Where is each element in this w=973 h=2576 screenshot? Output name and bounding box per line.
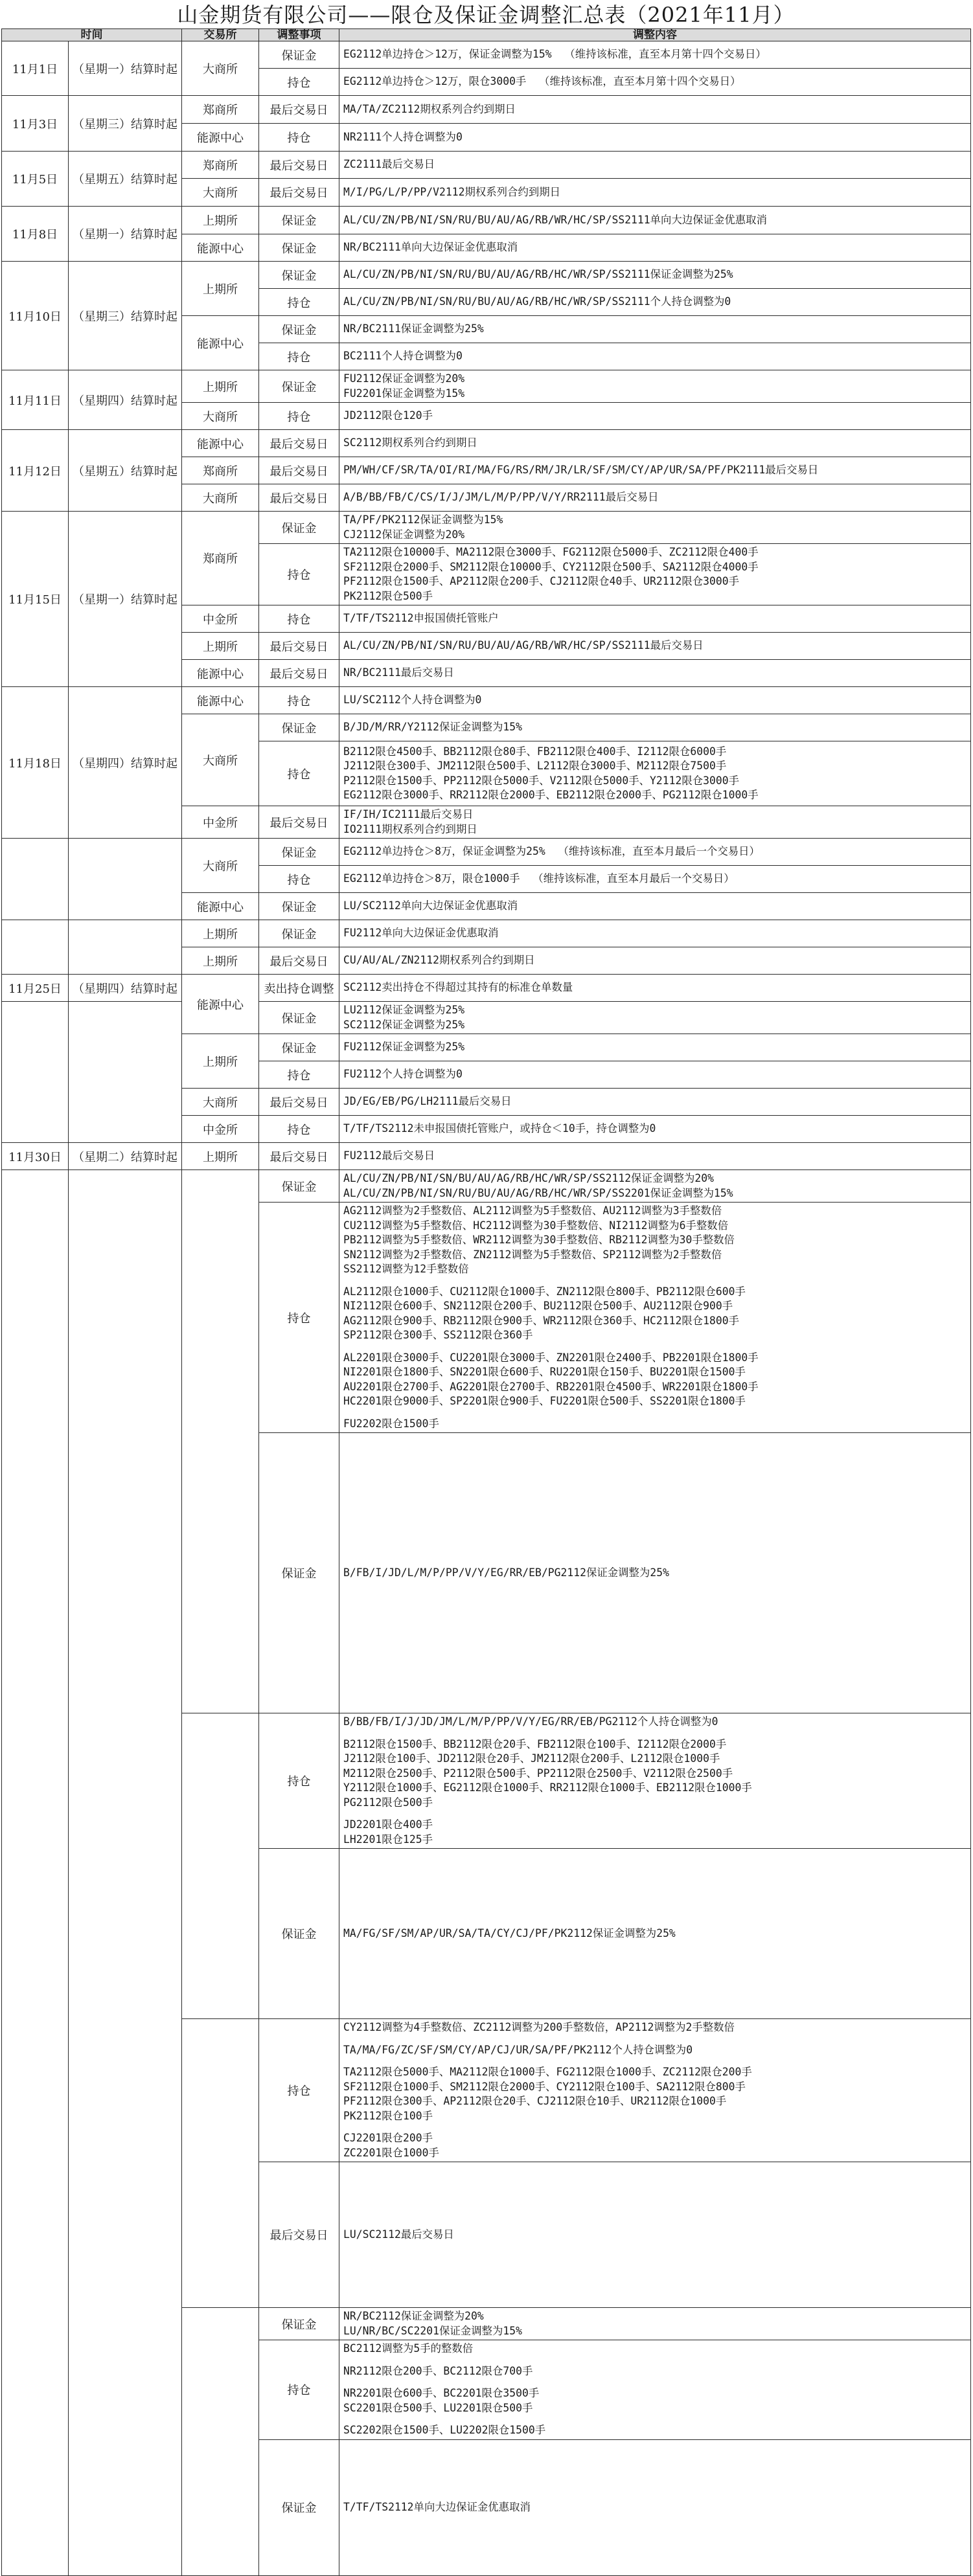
adjust-content-cell	[339, 2340, 971, 2440]
table-row	[2, 207, 971, 234]
table-row	[2, 1143, 971, 1170]
weekday-cell: （星期一）结算时起	[69, 207, 182, 262]
adjust-type-cell: 持仓	[259, 343, 339, 370]
exchange-cell: 上期所	[182, 1143, 259, 1170]
table-row	[2, 975, 971, 1002]
date-cell: 11月25日	[2, 975, 69, 1002]
adjust-content-cell	[339, 920, 971, 947]
adjust-content-cell	[339, 457, 971, 484]
adjust-content-cell	[339, 1170, 971, 1203]
content-line: ZC2111最后交易日	[343, 158, 435, 171]
content-line: BC2112调整为5手的整数倍	[343, 2342, 474, 2355]
adjust-type-cell: 保证金	[259, 839, 339, 866]
content-line: PK2112限仓100手	[343, 2109, 433, 2122]
adjust-type-cell: 持仓	[259, 1061, 339, 1089]
weekday-cell	[69, 920, 182, 975]
date-cell: 11月30日	[2, 1143, 69, 1170]
content-line: LU/NR/BC/SC2201保证金调整为15%	[343, 2324, 522, 2337]
content-line	[343, 1409, 967, 1417]
exchange-cell: 能源中心	[182, 430, 259, 457]
weekday-cell: （星期二）结算时起	[69, 1143, 182, 1170]
adjust-content-cell	[339, 484, 971, 512]
adjust-type-cell: 持仓	[259, 1116, 339, 1143]
date-cell	[2, 920, 69, 975]
content-line	[343, 2123, 967, 2131]
content-line	[343, 1810, 967, 1818]
adjust-content-cell	[339, 2162, 971, 2308]
exchange-cell: 上期所	[182, 1034, 259, 1089]
content-line: SF2112限仓2000手、SM2112限仓10000手、CY2112限仓500手、SA2112限仓4000手	[343, 560, 759, 573]
content-line: CU2112调整为5手整数倍、HC2112调整为30手整数倍、NI2112调整为6手整数倍	[343, 1219, 729, 1232]
adjust-type-cell: 持仓	[259, 403, 339, 430]
content-line	[343, 2057, 967, 2065]
adjust-type-cell: 最后交易日	[259, 660, 339, 687]
adjust-content-cell	[339, 1089, 971, 1116]
adjust-content-cell	[339, 179, 971, 207]
content-line: EG2112单边持仓＞12万，保证金调整为15% （维持该标准，直至本月第十四个交易日）	[343, 48, 766, 61]
weekday-cell: （星期四）结算时起	[69, 370, 182, 430]
exchange-cell: 上期所	[182, 633, 259, 660]
content-line: NR2112限仓200手、BC2112限仓700手	[343, 2364, 533, 2377]
exchange-cell: 能源中心	[182, 893, 259, 920]
content-line: B2112限仓4500手、BB2112限仓80手、FB2112限仓400手、I2112限仓6000手	[343, 745, 727, 758]
adjust-content-cell	[339, 605, 971, 633]
adjust-content-cell	[339, 343, 971, 370]
adjust-type-cell: 持仓	[259, 124, 339, 152]
date-cell: 11月8日	[2, 207, 69, 262]
adjust-type-cell: 保证金	[259, 512, 339, 544]
adjust-type-cell: 保证金	[259, 2439, 339, 2575]
exchange-cell: 郑商所	[182, 152, 259, 179]
adjust-content-cell	[339, 1203, 971, 1433]
content-line: AL/CU/ZN/PB/NI/SN/RU/BU/AU/AG/RB/WR/HC/SP/SS2111最后交易日	[343, 639, 704, 652]
adjust-content-cell	[339, 152, 971, 179]
summary-sheet	[1, 0, 970, 2576]
exchange-cell: 中金所	[182, 1116, 259, 1143]
table-row	[2, 1170, 971, 1203]
date-cell	[2, 839, 69, 920]
weekday-cell: （星期三）结算时起	[69, 262, 182, 370]
adjust-type-cell: 持仓	[259, 741, 339, 806]
weekday-cell	[69, 1170, 182, 2576]
weekday-cell: （星期四）结算时起	[69, 687, 182, 839]
content-line: AL/CU/ZN/PB/NI/SN/RU/BU/AU/AG/RB/WR/HC/SP/SS2111单向大边保证金优惠取消	[343, 213, 767, 226]
content-line: SC2112期权系列合约到期日	[343, 436, 477, 449]
adjust-content-cell	[339, 2019, 971, 2162]
table-row	[2, 920, 971, 947]
content-line: MA/TA/ZC2112期权系列合约到期日	[343, 102, 516, 115]
weekday-cell	[69, 1002, 182, 1143]
weekday-cell: （星期三）结算时起	[69, 96, 182, 152]
adjust-content-cell	[339, 1002, 971, 1034]
content-line: NR/BC2112保证金调整为20%	[343, 2310, 484, 2322]
exchange-cell: 上期所	[182, 920, 259, 947]
date-cell: 11月15日	[2, 512, 69, 687]
adjust-content-cell	[339, 806, 971, 839]
exchange-cell: 能源中心	[182, 316, 259, 370]
content-line: T/TF/TS2112单向大边保证金优惠取消	[343, 2500, 531, 2513]
adjust-content-cell	[339, 41, 971, 69]
exchange-cell	[182, 2019, 259, 2308]
adjust-type-cell: 最后交易日	[259, 152, 339, 179]
content-line: B/JD/M/RR/Y2112保证金调整为15%	[343, 721, 522, 734]
date-cell: 11月12日	[2, 430, 69, 512]
adjust-content-cell	[339, 96, 971, 124]
content-line: TA2112限仓10000手、MA2112限仓3000手、FG2112限仓5000手、ZC2112限仓400手	[343, 546, 759, 558]
content-line	[343, 1343, 967, 1351]
content-line: EG2112单边持仓＞8万，保证金调整为25% （维持该标准，直至本月最后一个交易日）	[343, 845, 760, 858]
adjust-type-cell: 保证金	[259, 2308, 339, 2340]
exchange-cell: 上期所	[182, 207, 259, 234]
adjust-type-cell: 保证金	[259, 1002, 339, 1034]
exchange-cell: 大商所	[182, 714, 259, 806]
adjust-content-cell	[339, 633, 971, 660]
adjust-type-cell: 持仓	[259, 2340, 339, 2440]
adjust-content-cell	[339, 234, 971, 262]
date-cell: 11月10日	[2, 262, 69, 370]
adjust-type-cell: 最后交易日	[259, 1089, 339, 1116]
adjust-content-cell	[339, 866, 971, 893]
adjust-content-cell	[339, 2439, 971, 2575]
table-header-row	[2, 29, 971, 41]
adjust-content-cell	[339, 1849, 971, 2019]
adjust-type-cell: 最后交易日	[259, 430, 339, 457]
exchange-cell: 大商所	[182, 179, 259, 207]
content-line: FU2112个人持仓调整为0	[343, 1068, 463, 1081]
exchange-cell: 能源中心	[182, 975, 259, 1034]
adjust-type-cell: 最后交易日	[259, 179, 339, 207]
exchange-cell	[182, 1170, 259, 1713]
adjust-content-cell	[339, 741, 971, 806]
content-line: TA/PF/PK2112保证金调整为15%	[343, 514, 503, 526]
content-line: MA/FG/SF/SM/AP/UR/SA/TA/CY/CJ/PF/PK2112保证金调整为25%	[343, 1926, 676, 1939]
content-line	[343, 2035, 967, 2043]
content-line: NR/BC2111保证金调整为25%	[343, 322, 484, 335]
content-line: B/BB/FB/I/J/JD/JM/L/M/P/PP/V/Y/EG/RR/EB/PG2112个人持仓调整为0	[343, 1715, 718, 1728]
adjust-content-cell	[339, 544, 971, 605]
exchange-cell	[182, 2308, 259, 2576]
adjust-type-cell: 保证金	[259, 1849, 339, 2019]
adjust-type-cell: 持仓	[259, 544, 339, 605]
adjust-content-cell	[339, 1034, 971, 1061]
content-line: TA2112限仓5000手、MA2112限仓1000手、FG2112限仓1000手、ZC2112限仓200手	[343, 2066, 752, 2078]
exchange-cell: 上期所	[182, 262, 259, 316]
adjust-type-cell: 保证金	[259, 893, 339, 920]
table-row	[2, 430, 971, 457]
table-body	[2, 41, 971, 2576]
table-row	[2, 152, 971, 179]
content-line: CJ2112保证金调整为20%	[343, 528, 465, 541]
content-line: BC2111个人持仓调整为0	[343, 350, 463, 363]
content-line: FU2202限仓1500手	[343, 1417, 439, 1430]
exchange-cell: 能源中心	[182, 124, 259, 152]
adjust-content-cell	[339, 660, 971, 687]
adjust-type-cell: 持仓	[259, 1713, 339, 1849]
content-line: LH2201限仓125手	[343, 1833, 433, 1846]
date-cell: 11月3日	[2, 96, 69, 152]
adjust-content-cell	[339, 687, 971, 714]
table-row	[2, 1002, 971, 1034]
header-adjust-content: 调整内容	[339, 29, 971, 41]
header-adjust-item: 调整事项	[259, 29, 339, 41]
content-line: Y2112限仓1000手、EG2112限仓1000手、RR2112限仓1000手、EB2112限仓1000手	[343, 1781, 752, 1794]
date-cell	[2, 1002, 69, 1143]
adjust-content-cell	[339, 839, 971, 866]
adjust-type-cell: 保证金	[259, 207, 339, 234]
exchange-cell: 能源中心	[182, 234, 259, 262]
adjust-type-cell: 保证金	[259, 1034, 339, 1061]
exchange-cell: 能源中心	[182, 687, 259, 714]
content-line: PF2112限仓1500手、AP2112限仓200手、CJ2112限仓40手、UR2112限仓3000手	[343, 575, 739, 587]
content-line: NR2111个人持仓调整为0	[343, 130, 463, 143]
adjust-type-cell: 保证金	[259, 316, 339, 343]
adjust-content-cell	[339, 430, 971, 457]
content-line: J2112限仓100手、JD2112限仓20手、JM2112限仓200手、L2112限仓1000手	[343, 1752, 720, 1765]
adjust-type-cell: 持仓	[259, 289, 339, 316]
content-line	[343, 2356, 967, 2364]
adjust-content-cell	[339, 975, 971, 1002]
adjust-type-cell: 保证金	[259, 370, 339, 403]
content-line: SC2201限仓500手、LU2201限仓500手	[343, 2401, 533, 2414]
adjust-content-cell	[339, 370, 971, 403]
adjust-content-cell	[339, 316, 971, 343]
content-line	[343, 1277, 967, 1285]
content-line: PK2112限仓500手	[343, 589, 433, 602]
exchange-cell: 大商所	[182, 839, 259, 893]
content-line: NI2201限仓1800手、SN2201限仓600手、RU2201限仓150手、BU2201限仓1500手	[343, 1366, 746, 1378]
header-time: 时间	[2, 29, 182, 41]
content-line: NR2201限仓600手、BC2201限仓3500手	[343, 2387, 540, 2399]
content-line: LU/SC2112单向大边保证金优惠取消	[343, 899, 518, 912]
adjust-content-cell	[339, 262, 971, 289]
adjust-type-cell: 最后交易日	[259, 633, 339, 660]
content-line: TA/MA/FG/ZC/SF/SM/CY/AP/CJ/UR/SA/PF/PK2112个人持仓调整为0	[343, 2043, 693, 2056]
adjust-content-cell	[339, 893, 971, 920]
adjust-content-cell	[339, 1143, 971, 1170]
adjust-content-cell	[339, 947, 971, 975]
weekday-cell: （星期一）结算时起	[69, 512, 182, 687]
content-line: CU/AU/AL/ZN2112期权系列合约到期日	[343, 954, 535, 967]
adjust-type-cell: 最后交易日	[259, 457, 339, 484]
content-line: AG2112调整为2手整数倍、AL2112调整为5手整数倍、AU2112调整为3手整数倍	[343, 1204, 722, 1217]
exchange-cell	[182, 1713, 259, 2019]
adjustment-table	[1, 28, 971, 2576]
content-line: NI2112限仓600手、SN2112限仓200手、BU2112限仓500手、AU2112限仓900手	[343, 1300, 733, 1312]
adjust-type-cell: 最后交易日	[259, 1143, 339, 1170]
adjust-type-cell: 最后交易日	[259, 806, 339, 839]
exchange-cell: 大商所	[182, 403, 259, 430]
adjust-content-cell	[339, 124, 971, 152]
content-line: A/B/BB/FB/C/CS/I/J/JM/L/M/P/PP/V/Y/RR2111最后交易日	[343, 491, 659, 504]
weekday-cell: （星期四）结算时起	[69, 975, 182, 1002]
table-row	[2, 370, 971, 403]
content-line: JD2112限仓120手	[343, 409, 433, 422]
adjust-type-cell: 保证金	[259, 262, 339, 289]
adjust-content-cell	[339, 1061, 971, 1089]
table-row	[2, 96, 971, 124]
exchange-cell: 能源中心	[182, 660, 259, 687]
date-cell: 11月11日	[2, 370, 69, 430]
date-cell	[2, 1170, 69, 2576]
content-line: AL/CU/ZN/PB/NI/SN/BU/AU/AG/RB/HC/WR/SP/SS2112保证金调整为20%	[343, 1172, 715, 1184]
content-line: IO2111期权系列合约到期日	[343, 822, 477, 835]
content-line: NR/BC2111单向大边保证金优惠取消	[343, 241, 518, 254]
content-line: AL/CU/ZN/PB/NI/SN/RU/BU/AU/AG/RB/HC/WR/SP/SS2201保证金调整为15%	[343, 1186, 733, 1199]
date-cell: 11月1日	[2, 41, 69, 96]
adjust-content-cell	[339, 403, 971, 430]
content-line: PM/WH/CF/SR/TA/OI/RI/MA/FG/RS/RM/JR/LR/SF/SM/CY/AP/UR/SA/PF/PK2111最后交易日	[343, 464, 819, 477]
content-line: AL/CU/ZN/PB/NI/SN/RU/BU/AU/AG/RB/HC/WR/SP/SS2111保证金调整为25%	[343, 268, 733, 281]
adjust-type-cell: 最后交易日	[259, 96, 339, 124]
content-line: AL2112限仓1000手、CU2112限仓1000手、ZN2112限仓800手、PB2112限仓600手	[343, 1285, 746, 1298]
content-line: SC2112保证金调整为25%	[343, 1018, 465, 1031]
page-title: 山金期货有限公司——限仓及保证金调整汇总表（2021年11月）	[177, 3, 795, 27]
adjust-content-cell	[339, 1116, 971, 1143]
content-line: FU2201保证金调整为15%	[343, 387, 465, 400]
content-line: FU2112最后交易日	[343, 1149, 435, 1162]
content-line: T/TF/TS2112申报国债托管账户	[343, 612, 499, 625]
content-line: FU2112保证金调整为25%	[343, 1041, 465, 1054]
content-line: SC2202限仓1500手、LU2202限仓1500手	[343, 2424, 546, 2436]
adjust-type-cell: 保证金	[259, 714, 339, 741]
content-line: P2112限仓1500手、PP2112限仓5000手、V2112限仓5000手、Y2112限仓3000手	[343, 774, 739, 787]
adjust-content-cell	[339, 289, 971, 316]
content-line: SP2112限仓300手、SS2112限仓360手	[343, 1329, 533, 1341]
content-line: PB2112调整为5手整数倍、WR2112调整为30手整数倍、RB2112调整为30手整数倍	[343, 1234, 735, 1246]
content-line: SC2112卖出持仓不得超过其持有的标准仓单数量	[343, 981, 573, 994]
content-line: NR/BC2111最后交易日	[343, 666, 454, 679]
exchange-cell: 上期所	[182, 947, 259, 975]
weekday-cell: （星期一）结算时起	[69, 41, 182, 96]
table-row	[2, 839, 971, 866]
content-line: M2112限仓2500手、P2112限仓500手、PP2112限仓2500手、V2112限仓2500手	[343, 1767, 733, 1779]
weekday-cell	[69, 839, 182, 920]
exchange-cell: 大商所	[182, 41, 259, 96]
exchange-cell: 上期所	[182, 370, 259, 403]
adjust-type-cell: 卖出持仓调整	[259, 975, 339, 1002]
adjust-type-cell: 最后交易日	[259, 484, 339, 512]
content-line: AG2112限仓900手、RB2112限仓900手、WR2112限仓360手、HC2112限仓1800手	[343, 1314, 739, 1327]
exchange-cell: 大商所	[182, 484, 259, 512]
adjust-type-cell: 保证金	[259, 920, 339, 947]
adjust-type-cell: 持仓	[259, 687, 339, 714]
content-line: LU/SC2112最后交易日	[343, 2228, 454, 2241]
adjust-type-cell: 最后交易日	[259, 947, 339, 975]
table-row	[2, 262, 971, 289]
content-line: PF2112限仓300手、AP2112限仓20手、CJ2112限仓10手、UR2112限仓1000手	[343, 2095, 727, 2107]
adjust-type-cell: 持仓	[259, 2019, 339, 2162]
exchange-cell: 郑商所	[182, 96, 259, 124]
content-line: EG2112单边持仓＞8万，限仓1000手 （维持该标准，直至本月最后一个交易日）	[343, 872, 735, 885]
exchange-cell: 郑商所	[182, 457, 259, 484]
adjust-content-cell	[339, 69, 971, 96]
content-line	[343, 2378, 967, 2386]
adjust-content-cell	[339, 512, 971, 544]
content-line: ZC2201限仓1000手	[343, 2146, 439, 2159]
exchange-cell: 大商所	[182, 1089, 259, 1116]
content-line: PG2112限仓500手	[343, 1796, 433, 1809]
exchange-cell: 郑商所	[182, 512, 259, 605]
content-line: SS2112调整为12手整数倍	[343, 1263, 469, 1275]
content-line: EG2112限仓3000手、RR2112限仓2000手、EB2112限仓2000手、PG2112限仓1000手	[343, 789, 759, 801]
weekday-cell: （星期五）结算时起	[69, 430, 182, 512]
content-line: JD/EG/EB/PG/LH2111最后交易日	[343, 1095, 512, 1108]
adjust-type-cell: 最后交易日	[259, 2162, 339, 2308]
adjust-type-cell: 保证金	[259, 1170, 339, 1203]
table-row	[2, 512, 971, 544]
adjust-content-cell	[339, 207, 971, 234]
content-line	[343, 1730, 967, 1737]
date-cell: 11月18日	[2, 687, 69, 839]
exchange-cell: 中金所	[182, 605, 259, 633]
date-cell: 11月5日	[2, 152, 69, 207]
content-line	[343, 2415, 967, 2423]
content-line: T/TF/TS2112未申报国债托管账户，或持仓＜10手，持仓调整为0	[343, 1122, 656, 1135]
content-line: EG2112单边持仓＞12万，限仓3000手 （维持该标准，直至本月第十四个交易日）	[343, 75, 741, 88]
content-line: FU2112单向大边保证金优惠取消	[343, 927, 499, 940]
content-line: AU2201限仓2700手、AG2201限仓2700手、RB2201限仓4500手、WR2201限仓1800手	[343, 1380, 759, 1393]
adjust-type-cell: 持仓	[259, 1203, 339, 1433]
adjust-type-cell: 保证金	[259, 1433, 339, 1713]
adjust-content-cell	[339, 714, 971, 741]
content-line: JD2201限仓400手	[343, 1818, 433, 1831]
weekday-cell: （星期五）结算时起	[69, 152, 182, 207]
content-line: CJ2201限仓200手	[343, 2132, 433, 2144]
adjust-content-cell	[339, 1433, 971, 1713]
content-line: M/I/PG/L/P/PP/V2112期权系列合约到期日	[343, 185, 561, 198]
content-line: LU/SC2112个人持仓调整为0	[343, 694, 482, 706]
content-line: FU2112保证金调整为20%	[343, 372, 465, 385]
content-line: CY2112调整为4手整数倍、ZC2112调整为200手整数倍，AP2112调整为2手整数倍	[343, 2021, 735, 2033]
adjust-content-cell	[339, 2308, 971, 2340]
adjust-type-cell: 持仓	[259, 605, 339, 633]
content-line: J2112限仓300手、JM2112限仓500手、L2112限仓3000手、M2112限仓7500手	[343, 760, 727, 772]
content-line: B2112限仓1500手、BB2112限仓20手、FB2112限仓100手、I2112限仓2000手	[343, 1737, 727, 1750]
adjust-type-cell: 持仓	[259, 69, 339, 96]
content-line: SF2112限仓1000手、SM2112限仓2000手、CY2112限仓100手、SA2112限仓800手	[343, 2080, 746, 2093]
adjust-type-cell: 保证金	[259, 41, 339, 69]
adjust-type-cell: 持仓	[259, 866, 339, 893]
table-row	[2, 41, 971, 69]
content-line: LU2112保证金调整为25%	[343, 1004, 465, 1016]
content-line: SN2112调整为2手整数倍、ZN2112调整为5手整数倍、SP2112调整为2手整数倍	[343, 1248, 722, 1261]
exchange-cell: 中金所	[182, 806, 259, 839]
table-row	[2, 687, 971, 714]
header-exchange: 交易所	[182, 29, 259, 41]
content-line: HC2201限仓9000手、SP2201限仓900手、FU2201限仓500手、SS2201限仓1800手	[343, 1395, 746, 1407]
content-line: B/FB/I/JD/L/M/P/PP/V/Y/EG/RR/EB/PG2112保证金调整为25%	[343, 1566, 669, 1579]
content-line: AL2201限仓3000手、CU2201限仓3000手、ZN2201限仓2400手、PB2201限仓1800手	[343, 1351, 759, 1364]
adjust-type-cell: 保证金	[259, 234, 339, 262]
content-line: IF/IH/IC2111最后交易日	[343, 808, 474, 820]
adjust-content-cell	[339, 1713, 971, 1849]
content-line: AL/CU/ZN/PB/NI/SN/RU/BU/AU/AG/RB/HC/WR/SP/SS2111个人持仓调整为0	[343, 295, 731, 308]
